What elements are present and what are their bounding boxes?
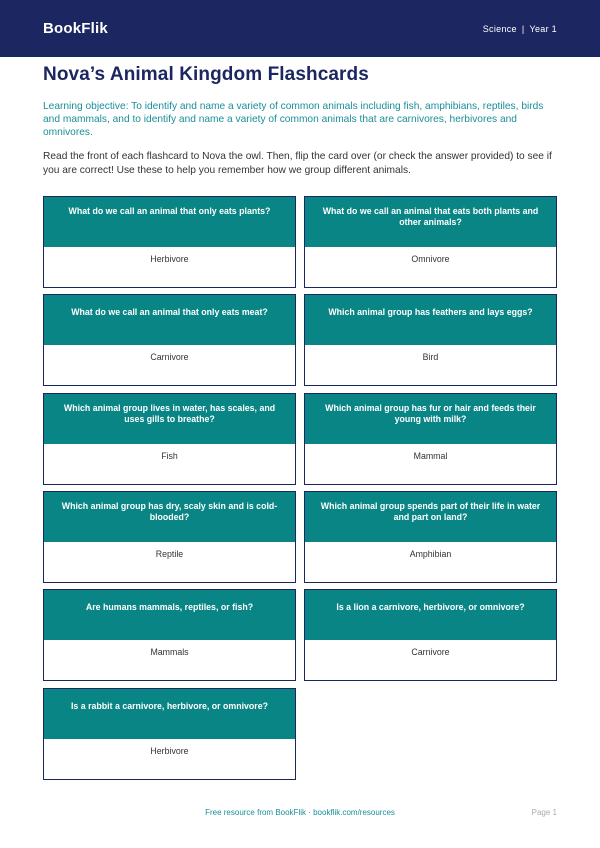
flashcard-question: Which animal group has feathers and lays eggs? bbox=[305, 295, 556, 345]
flashcard-answer: Reptile bbox=[155, 549, 184, 559]
flashcard-question: Which animal group lives in water, has scales, and uses gills to breathe? bbox=[44, 394, 295, 444]
flashcard[interactable] bbox=[304, 491, 557, 583]
brand-logo: BookFlik bbox=[43, 20, 108, 37]
flashcard[interactable] bbox=[304, 294, 557, 386]
year-label: Year 1 bbox=[529, 23, 557, 34]
flashcard-answer: Amphibian bbox=[409, 549, 452, 559]
flashcard-answer: Omnivore bbox=[411, 254, 450, 264]
flashcard-question: What do we call an animal that only eats meat? bbox=[44, 295, 295, 345]
separator: | bbox=[521, 23, 525, 34]
flashcard-answer: Mammals bbox=[150, 647, 189, 657]
flashcard-question: Is a rabbit a carnivore, herbivore, or omnivore? bbox=[44, 689, 295, 739]
subject-year-label bbox=[483, 24, 557, 34]
flashcard[interactable] bbox=[304, 196, 557, 288]
flashcard[interactable] bbox=[43, 491, 296, 583]
flashcard-question: Which animal group has dry, scaly skin and is cold-blooded? bbox=[44, 492, 295, 542]
flashcard[interactable] bbox=[43, 196, 296, 288]
flashcard[interactable] bbox=[43, 393, 296, 485]
flashcard-question: What do we call an animal that only eats plants? bbox=[44, 197, 295, 247]
flashcard-answer: Bird bbox=[422, 352, 439, 362]
learning-objective: Learning objective: To identify and name a variety of common animals including fish, amphibians, reptiles, birds and mammals, and to identify and name a variety of common animals that are carnivores, herbivores and omnivores. bbox=[43, 101, 544, 138]
flashcard-answer: Herbivore bbox=[150, 746, 189, 756]
flashcard[interactable] bbox=[304, 393, 557, 485]
flashcard-answer: Carnivore bbox=[411, 647, 450, 657]
subject-label: Science bbox=[482, 23, 517, 34]
flashcard[interactable] bbox=[43, 688, 296, 780]
flashcard[interactable] bbox=[43, 589, 296, 681]
page-title: Nova’s Animal Kingdom Flashcards bbox=[43, 64, 369, 85]
flashcard-answer: Herbivore bbox=[150, 254, 189, 264]
flashcard-answer: Mammal bbox=[413, 451, 448, 461]
flashcard[interactable] bbox=[304, 589, 557, 681]
instructions: Read the front of each flashcard to Nova the owl. Then, flip the card over (or check the answer provided) to see if you are correct! Use these to help you remember how we group different animals. bbox=[43, 151, 552, 176]
footer-text: Free resource from BookFlik · bookflik.com/resources bbox=[205, 808, 395, 817]
flashcard[interactable] bbox=[43, 294, 296, 386]
flashcard-answer: Fish bbox=[161, 451, 178, 461]
flashcard-question: Are humans mammals, reptiles, or fish? bbox=[44, 590, 295, 640]
page-number: Page 1 bbox=[531, 808, 557, 817]
flashcard-answer: Carnivore bbox=[150, 352, 189, 362]
page-header bbox=[0, 0, 600, 57]
flashcard-question: What do we call an animal that eats both plants and other animals? bbox=[305, 197, 556, 247]
flashcard-question: Which animal group spends part of their life in water and part on land? bbox=[305, 492, 556, 542]
flashcard-question: Is a lion a carnivore, herbivore, or omnivore? bbox=[305, 590, 556, 640]
flashcard-question: Which animal group has fur or hair and feeds their young with milk? bbox=[305, 394, 556, 444]
